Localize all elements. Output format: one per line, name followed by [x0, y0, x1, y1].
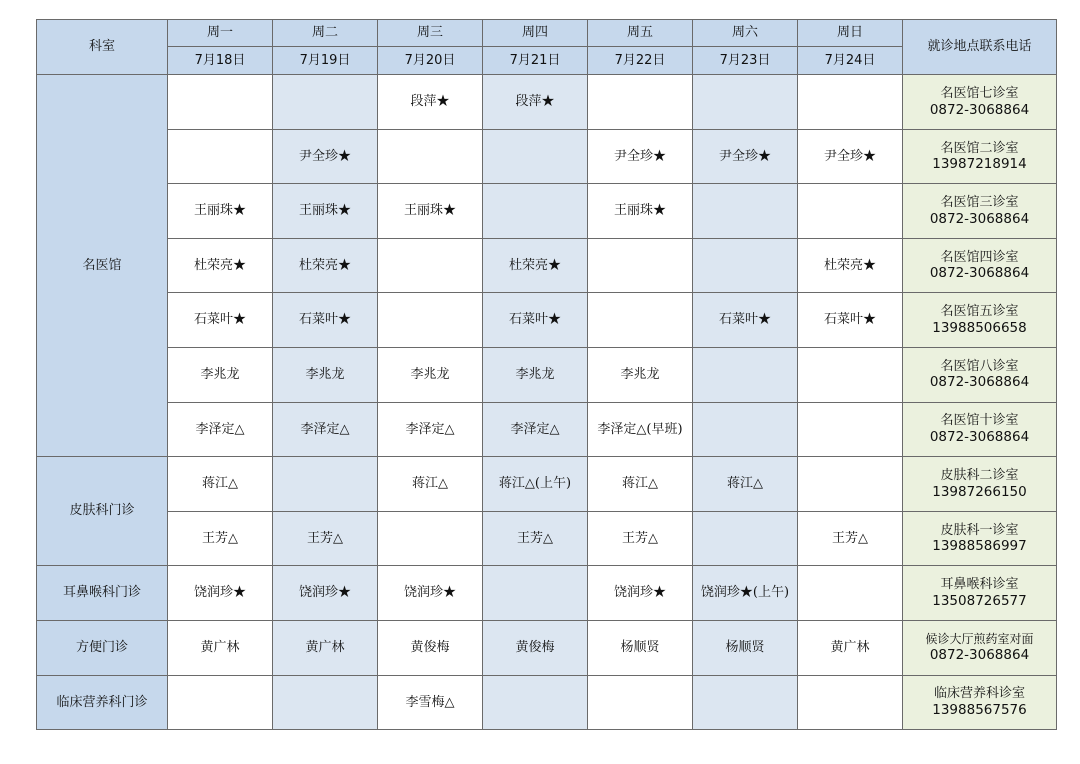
doctor-cell: 王丽珠★	[378, 184, 483, 239]
phone-number: 0872-3068864	[929, 646, 1030, 663]
doctor-cell	[168, 75, 273, 130]
location-cell	[903, 566, 1057, 621]
table-row	[37, 347, 1057, 402]
doctor-cell: 蒋江△	[168, 457, 273, 512]
doctor-cell: 石菜叶★	[168, 293, 273, 348]
day-header-mon: 周一	[168, 20, 273, 47]
location-cell	[903, 347, 1057, 402]
doctor-cell	[483, 566, 588, 621]
date-header-tue: 7月19日	[273, 47, 378, 75]
doctor-cell: 蒋江△(上午)	[483, 457, 588, 512]
doctor-cell: 尹全珍★	[588, 129, 693, 184]
doctor-cell	[378, 238, 483, 293]
doctor-cell: 王丽珠★	[273, 184, 378, 239]
location-name: 皮肤科二诊室	[940, 468, 1019, 484]
doctor-cell	[378, 511, 483, 566]
location-cell	[903, 511, 1057, 566]
doctor-cell: 李泽定△	[483, 402, 588, 457]
doctor-cell: 饶润珍★	[273, 566, 378, 621]
table-row	[37, 129, 1057, 184]
location-name: 临床营养科诊室	[933, 686, 1025, 702]
date-header-wed: 7月20日	[378, 47, 483, 75]
doctor-cell	[693, 238, 798, 293]
location-name: 名医馆五诊室	[940, 304, 1019, 320]
doctor-cell	[483, 129, 588, 184]
table-row	[37, 620, 1057, 675]
phone-number: 0872-3068864	[929, 210, 1030, 227]
doctor-cell: 蒋江△	[378, 457, 483, 512]
doctor-cell	[273, 457, 378, 512]
doctor-cell: 李兆龙	[378, 347, 483, 402]
doctor-cell: 蒋江△	[588, 457, 693, 512]
doctor-cell: 蒋江△	[693, 457, 798, 512]
doctor-cell: 段萍★	[483, 75, 588, 130]
table-row	[37, 402, 1057, 457]
doctor-cell: 李兆龙	[588, 347, 693, 402]
doctor-cell	[798, 347, 903, 402]
doctor-cell: 李雪梅△	[378, 675, 483, 730]
doctor-cell	[378, 293, 483, 348]
location-cell	[903, 184, 1057, 239]
doctor-cell	[693, 511, 798, 566]
location-name: 候诊大厅煎药室对面	[925, 632, 1034, 647]
doctor-cell: 杜荣亮★	[798, 238, 903, 293]
phone-number: 0872-3068864	[929, 101, 1030, 118]
contact-header: 就诊地点联系电话	[903, 20, 1057, 75]
dept-cell: 皮肤科门诊	[37, 457, 168, 566]
doctor-cell: 李泽定△	[378, 402, 483, 457]
day-header-thu: 周四	[483, 20, 588, 47]
location-name: 名医馆十诊室	[940, 413, 1019, 429]
location-name: 名医馆七诊室	[940, 85, 1019, 101]
phone-number: 13988586997	[932, 538, 1027, 555]
doctor-cell	[588, 238, 693, 293]
doctor-cell: 王芳△	[798, 511, 903, 566]
doctor-cell: 黄广林	[798, 620, 903, 675]
day-header-tue: 周二	[273, 20, 378, 47]
doctor-cell: 王丽珠★	[168, 184, 273, 239]
doctor-cell	[693, 402, 798, 457]
phone-number: 0872-3068864	[929, 374, 1030, 391]
doctor-cell: 李兆龙	[273, 347, 378, 402]
doctor-cell: 尹全珍★	[693, 129, 798, 184]
day-header-fri: 周五	[588, 20, 693, 47]
doctor-cell	[798, 457, 903, 512]
location-cell	[903, 402, 1057, 457]
doctor-cell: 王芳△	[168, 511, 273, 566]
location-cell	[903, 457, 1057, 512]
phone-number: 13987218914	[932, 156, 1027, 173]
table-row	[37, 675, 1057, 730]
doctor-cell	[483, 675, 588, 730]
doctor-cell	[273, 675, 378, 730]
doctor-cell: 黄广林	[168, 620, 273, 675]
table-row	[37, 511, 1057, 566]
phone-number: 13987266150	[932, 483, 1027, 500]
dept-cell: 名医馆	[37, 75, 168, 457]
location-cell	[903, 293, 1057, 348]
doctor-cell	[798, 566, 903, 621]
dept-cell: 临床营养科门诊	[37, 675, 168, 730]
doctor-cell: 李泽定△	[168, 402, 273, 457]
doctor-cell	[798, 184, 903, 239]
doctor-cell: 石菜叶★	[483, 293, 588, 348]
doctor-cell	[588, 293, 693, 348]
dept-cell: 方便门诊	[37, 620, 168, 675]
dept-cell: 耳鼻喉科门诊	[37, 566, 168, 621]
location-name: 皮肤科一诊室	[940, 522, 1019, 538]
doctor-cell: 杜荣亮★	[273, 238, 378, 293]
table-row	[37, 457, 1057, 512]
day-header-wed: 周三	[378, 20, 483, 47]
doctor-cell	[273, 75, 378, 130]
doctor-cell: 黄俊梅	[378, 620, 483, 675]
location-cell	[903, 238, 1057, 293]
doctor-cell: 杨顺贤	[693, 620, 798, 675]
doctor-cell	[798, 75, 903, 130]
doctor-cell: 黄广林	[273, 620, 378, 675]
phone-number: 13508726577	[932, 592, 1027, 609]
location-name: 名医馆二诊室	[940, 140, 1019, 156]
schedule-table	[36, 19, 1057, 730]
phone-number: 13988506658	[932, 319, 1027, 336]
doctor-cell: 杨顺贤	[588, 620, 693, 675]
day-header-sat: 周六	[693, 20, 798, 47]
date-header-mon: 7月18日	[168, 47, 273, 75]
schedule-body	[37, 75, 1057, 730]
doctor-cell: 王芳△	[483, 511, 588, 566]
phone-number: 13988567576	[932, 702, 1027, 719]
doctor-cell	[168, 675, 273, 730]
doctor-cell	[693, 675, 798, 730]
doctor-cell: 饶润珍★	[168, 566, 273, 621]
doctor-cell	[693, 184, 798, 239]
doctor-cell	[588, 675, 693, 730]
date-header-sat: 7月23日	[693, 47, 798, 75]
location-name: 耳鼻喉科诊室	[940, 577, 1019, 593]
location-cell	[903, 620, 1057, 675]
table-row	[37, 293, 1057, 348]
doctor-cell: 王丽珠★	[588, 184, 693, 239]
table-row	[37, 75, 1057, 130]
doctor-cell: 饶润珍★	[588, 566, 693, 621]
doctor-cell: 李泽定△(早班)	[588, 402, 693, 457]
doctor-cell: 石菜叶★	[693, 293, 798, 348]
doctor-cell: 杜荣亮★	[483, 238, 588, 293]
doctor-cell: 饶润珍★(上午)	[693, 566, 798, 621]
doctor-cell	[798, 675, 903, 730]
doctor-cell	[378, 129, 483, 184]
day-header-sun: 周日	[798, 20, 903, 47]
doctor-cell	[168, 129, 273, 184]
doctor-cell: 王芳△	[588, 511, 693, 566]
doctor-cell: 石菜叶★	[798, 293, 903, 348]
location-name: 名医馆八诊室	[940, 358, 1019, 374]
date-header-fri: 7月22日	[588, 47, 693, 75]
doctor-cell: 尹全珍★	[798, 129, 903, 184]
doctor-cell	[588, 75, 693, 130]
table-row	[37, 238, 1057, 293]
location-name: 名医馆四诊室	[940, 249, 1019, 265]
doctor-cell	[693, 75, 798, 130]
doctor-cell: 黄俊梅	[483, 620, 588, 675]
table-row	[37, 184, 1057, 239]
doctor-cell	[483, 184, 588, 239]
doctor-cell: 李泽定△	[273, 402, 378, 457]
phone-number: 0872-3068864	[929, 265, 1030, 282]
date-header-sun: 7月24日	[798, 47, 903, 75]
location-cell	[903, 129, 1057, 184]
location-cell	[903, 675, 1057, 730]
location-name: 名医馆三诊室	[940, 195, 1019, 211]
doctor-cell: 尹全珍★	[273, 129, 378, 184]
dept-header: 科室	[37, 20, 168, 75]
table-row	[37, 566, 1057, 621]
phone-number: 0872-3068864	[929, 429, 1030, 446]
doctor-cell: 王芳△	[273, 511, 378, 566]
location-cell	[903, 75, 1057, 130]
doctor-cell: 石菜叶★	[273, 293, 378, 348]
doctor-cell: 饶润珍★	[378, 566, 483, 621]
doctor-cell	[798, 402, 903, 457]
doctor-cell: 杜荣亮★	[168, 238, 273, 293]
doctor-cell: 李兆龙	[483, 347, 588, 402]
doctor-cell: 李兆龙	[168, 347, 273, 402]
date-header-thu: 7月21日	[483, 47, 588, 75]
doctor-cell: 段萍★	[378, 75, 483, 130]
doctor-cell	[693, 347, 798, 402]
